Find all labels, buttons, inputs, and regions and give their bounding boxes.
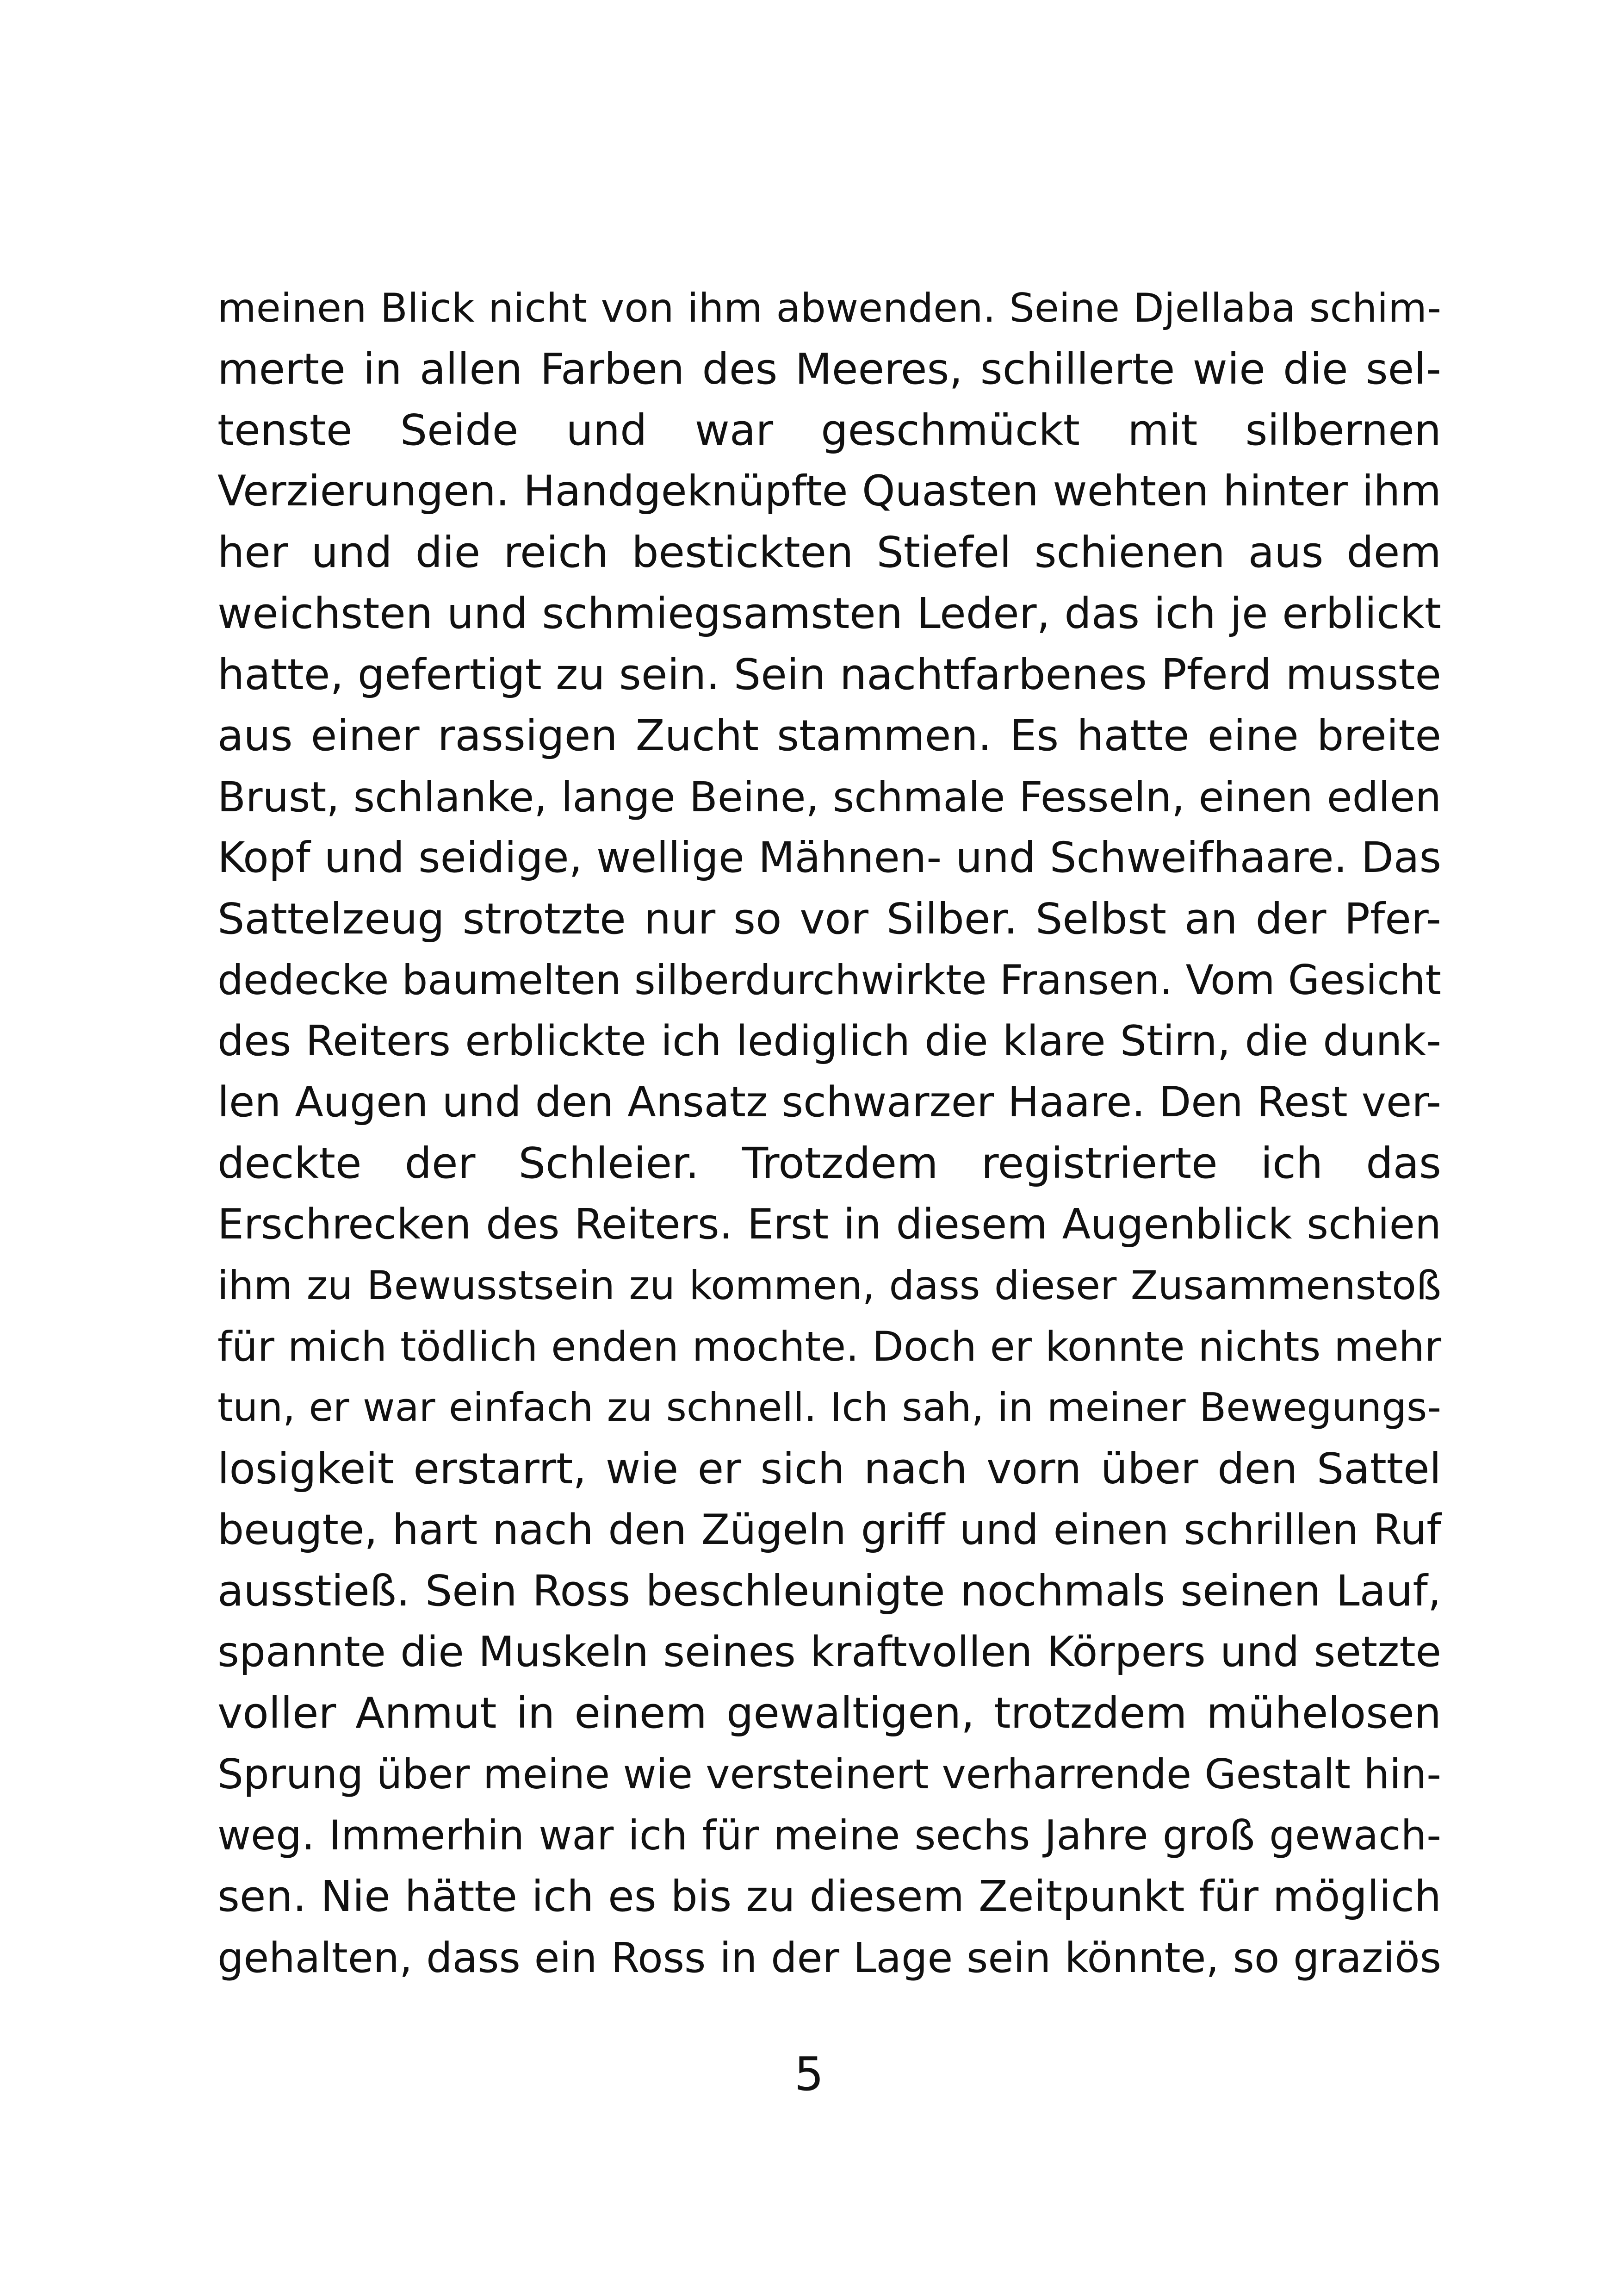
text-line: Verzierungen. Handgeknüpfte Quasten wehten hinter ihm	[217, 467, 1441, 516]
text-line: spannte die Muskeln seines kraftvollen Körpers und setzte	[217, 1628, 1441, 1676]
text-line: Brust, schlanke, lange Beine, schmale Fesseln, einen edlen	[217, 773, 1441, 821]
text-line: Erschrecken des Reiters. Erst in diesem Augenblick schien	[217, 1200, 1441, 1249]
text-line: tenste Seide und war geschmückt mit silbernen	[217, 405, 1441, 455]
text-line: ausstieß. Sein Ross beschleunigte nochmals seinen Lauf,	[217, 1566, 1441, 1616]
text-line: aus einer rassigen Zucht stammen. Es hatte eine breite	[217, 711, 1441, 760]
text-line: des Reiters erblickte ich lediglich die klare Stirn, die dunk-	[217, 1017, 1441, 1065]
page-number: 5	[794, 2047, 824, 2101]
text-line: gehalten, dass ein Ross in der Lage sein könnte, so graziös	[217, 1934, 1441, 1982]
body-text	[217, 278, 1441, 1988]
text-line: voller Anmut in einem gewaltigen, trotzdem mühelosen	[217, 1688, 1441, 1738]
text-line: für mich tödlich enden mochte. Doch er konnte nichts mehr	[217, 1323, 1441, 1370]
text-line: weg. Immerhin war ich für meine sechs Jahre groß gewach-	[217, 1811, 1441, 1859]
text-line: hatte, gefertigt zu sein. Sein nachtfarbenes Pferd musste	[217, 650, 1441, 699]
text-line: Kopf und seidige, wellige Mähnen- und Schweifhaare. Das	[217, 834, 1441, 882]
text-line: losigkeit erstarrt, wie er sich nach vorn über den Sattel	[217, 1444, 1441, 1493]
text-line: her und die reich bestickten Stiefel schienen aus dem	[217, 528, 1441, 577]
text-line: beugte, hart nach den Zügeln griff und einen schrillen Ruf	[217, 1506, 1441, 1554]
text-line: merte in allen Farben des Meeres, schillerte wie die sel-	[217, 344, 1441, 394]
text-line: deckte der Schleier. Trotzdem registrierte ich das	[217, 1139, 1441, 1188]
text-line: len Augen und den Ansatz schwarzer Haare. Den Rest ver-	[217, 1078, 1441, 1126]
text-line: Sattelzeug strotzte nur so vor Silber. Selbst an der Pfer-	[217, 894, 1441, 944]
text-line: ihm zu Bewusstsein zu kommen, dass dieser Zusammenstoß	[217, 1263, 1441, 1309]
text-line: sen. Nie hätte ich es bis zu diesem Zeitpunkt für möglich	[217, 1872, 1441, 1921]
text-line: meinen Blick nicht von ihm abwenden. Seine Djellaba schim-	[217, 285, 1441, 331]
text-line: Sprung über meine wie versteinert verharrende Gestalt hin-	[217, 1750, 1441, 1798]
text-line: weichsten und schmiegsamsten Leder, das ich je erblickt	[217, 589, 1441, 638]
text-line: dedecke baumelten silberdurchwirkte Fransen. Vom Gesicht	[217, 956, 1441, 1004]
text-line: tun, er war einfach zu schnell. Ich sah, in meiner Bewegungs-	[217, 1385, 1441, 1431]
